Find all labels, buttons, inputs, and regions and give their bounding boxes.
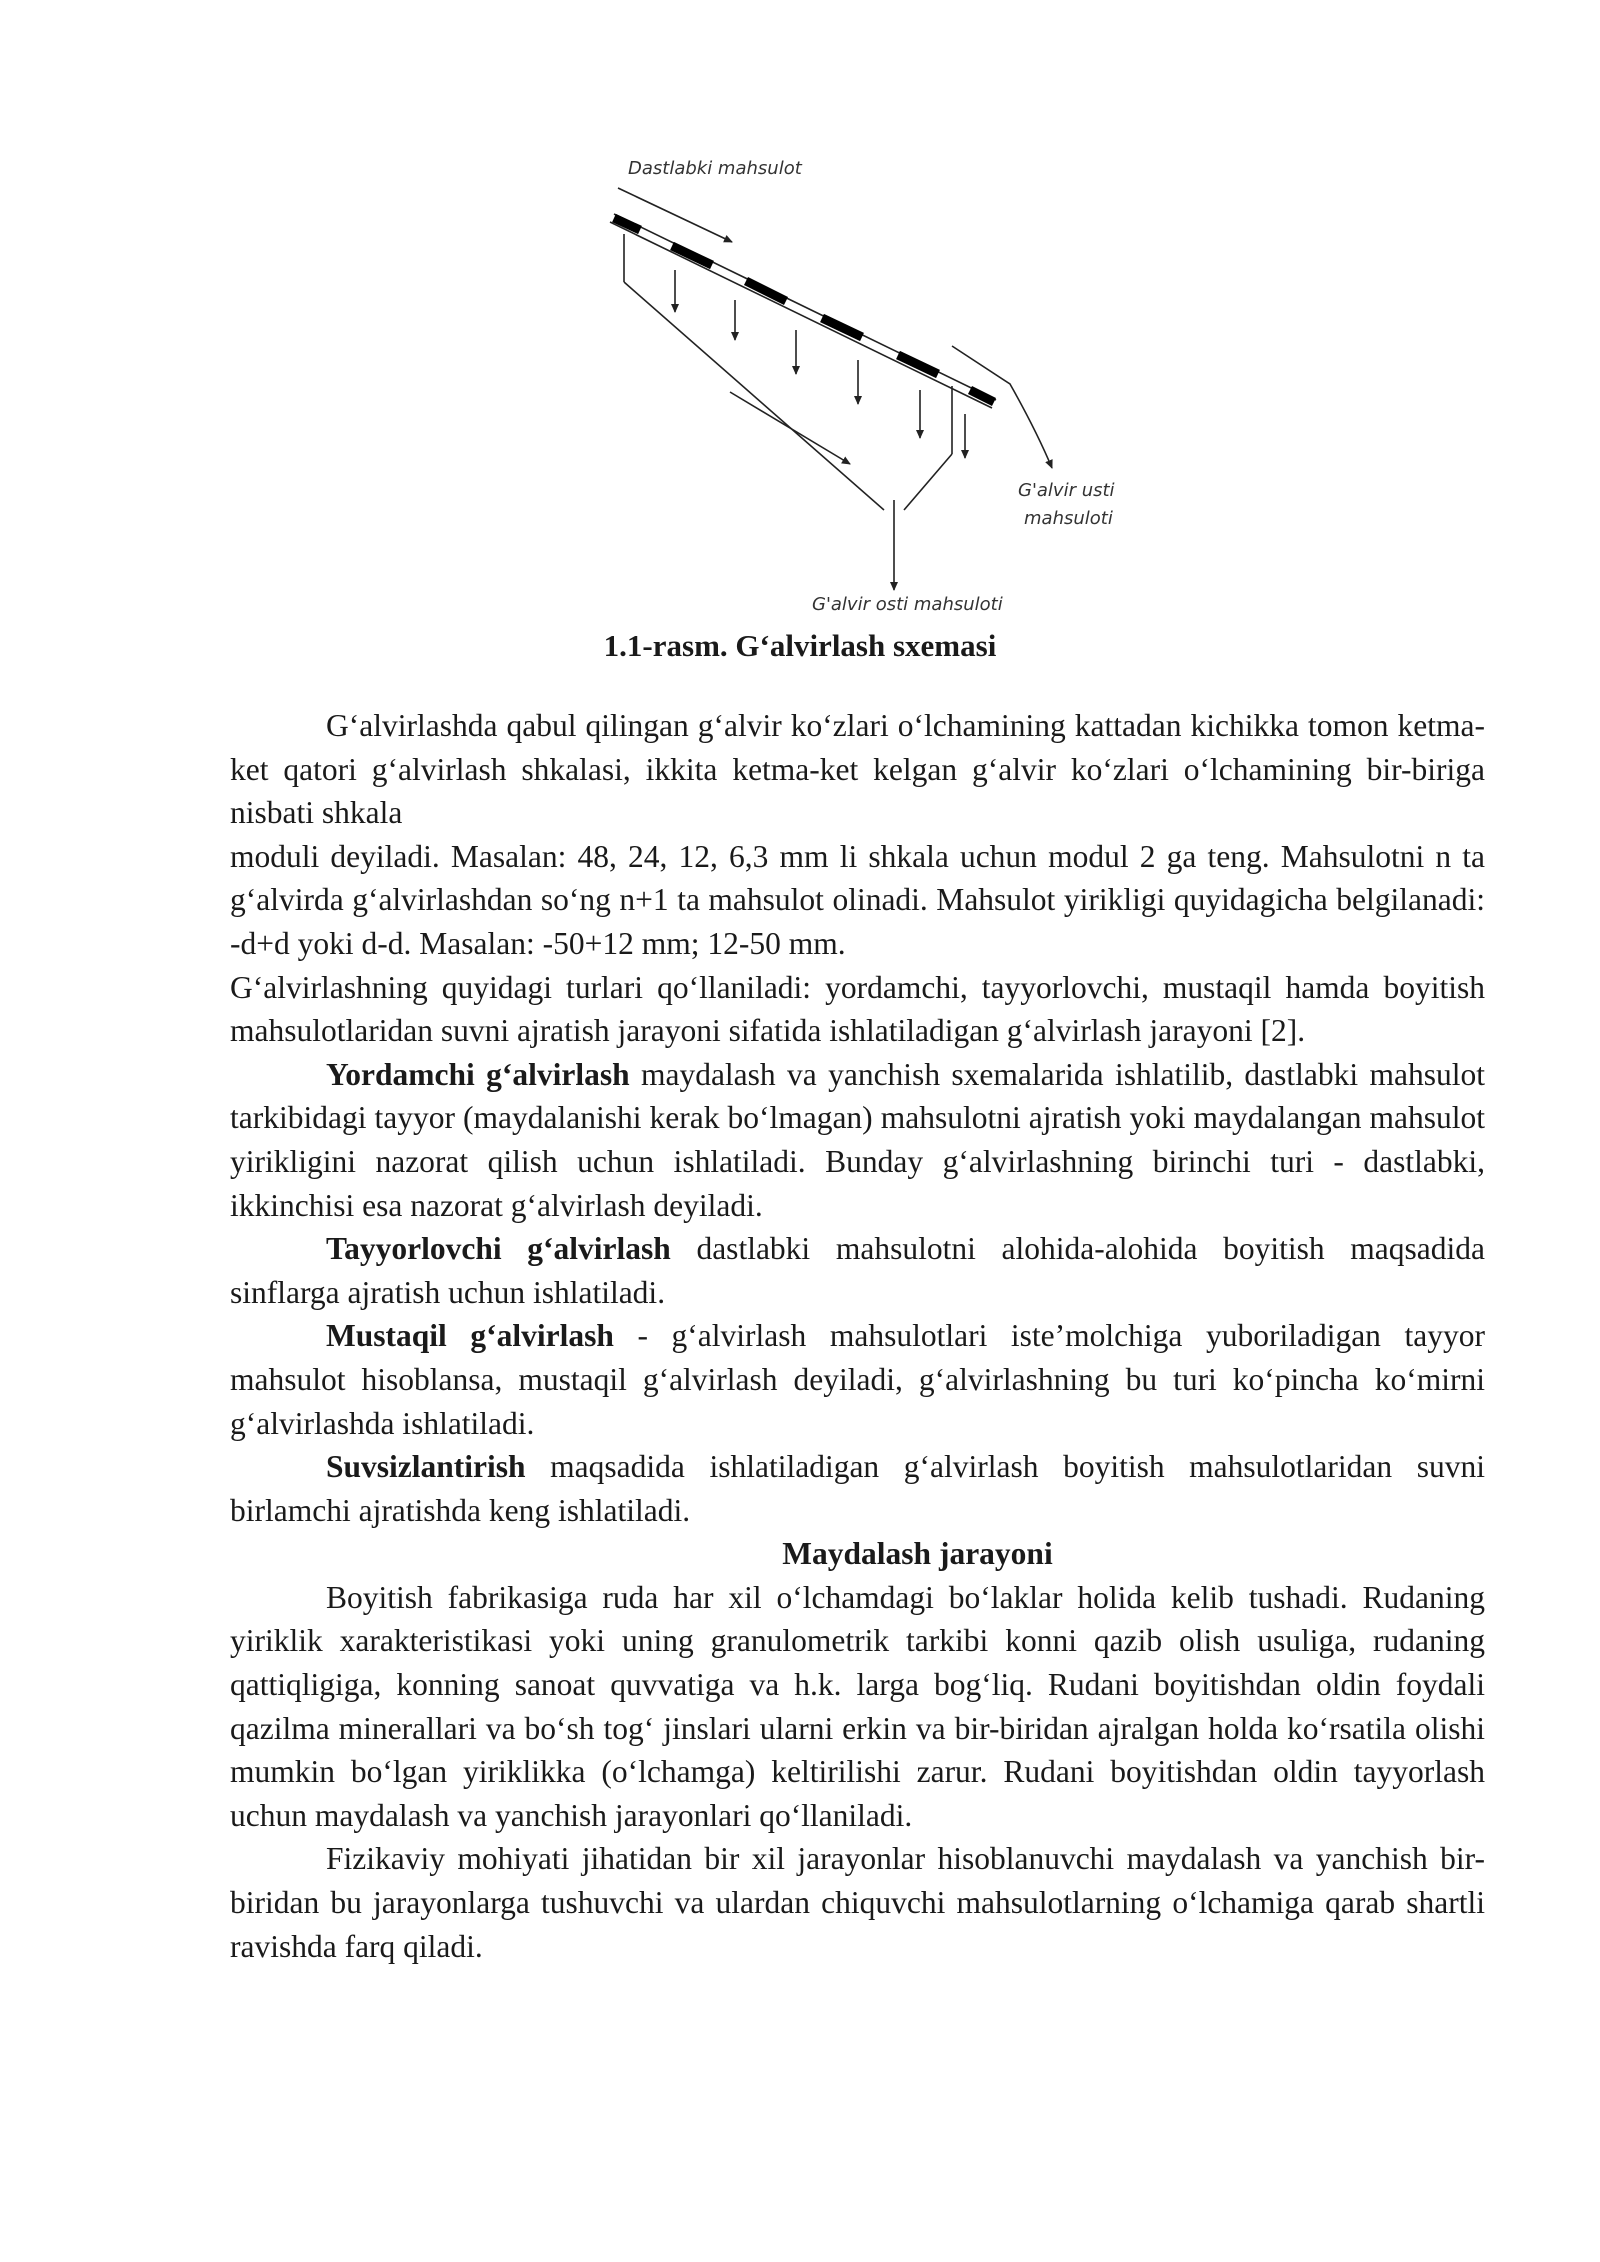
figure-caption: 1.1-rasm. G‘alvirlash sxemasi xyxy=(603,628,997,663)
paragraph: Boyitish fabrikasiga ruda har xil o‘lchamdagi bo‘laklar holida kelib tushadi. Rudaning yiriklik xarakteristikasi yoki uning granulometrik tarkibi konni qazib olish usuliga, rudaning qattiqligiga, konning sanoat quvvatiga va h.k. larga bog‘liq. Rudani boyitishdan oldin foydali qazilma minerallari va bo‘sh tog‘ jinslari ularni erkin va bir-biridan ajralgan holda ko‘rsatila olishi mumkin bo‘lgan yiriklikka (o‘lchamga) keltirilishi zarur. Rudani boyitishdan oldin tayyorlash uchun maydalash va yanchish jarayonlari qo‘llaniladi. xyxy=(230,1579,1485,1833)
term-definition: dastlabki mahsulotni alohida-alohida boyitish maqsadida sinflarga ajratish uchun ishlatiladi. xyxy=(230,1231,1485,1310)
screen-deck-bottom xyxy=(610,222,992,408)
screen-mesh-segments xyxy=(614,218,994,402)
term-definition: maqsadida ishlatiladigan g‘alvirlash boyitish mahsulotlaridan suvni birlamchi ajratishda keng ishlatiladi. xyxy=(230,1449,1485,1528)
paragraph xyxy=(230,1227,1485,1314)
hopper-right-slope xyxy=(904,454,952,510)
undersize-product-label: G'alvir osti mahsuloti xyxy=(812,594,1003,615)
term-bold: Yordamchi g‘alvirlash xyxy=(326,1056,630,1092)
oversize-product-label-line1: G'alvir usti xyxy=(1018,480,1115,501)
term-bold: Suvsizlantirish xyxy=(326,1449,526,1485)
term-bold: Tayyorlovchi g‘alvirlash xyxy=(326,1231,671,1267)
screening-scheme-drawing xyxy=(600,150,1160,630)
section-heading: Maydalash jarayoni xyxy=(782,1536,1053,1572)
paragraph: moduli deyiladi. Masalan: 48, 24, 12, 6,3 mm li shkala uchun modul 2 ga teng. Mahsulotni n ta g‘alvirda g‘alvirlashdan so‘ng n+1 ta mahsulot olinadi. Mahsulot yirikligi quyidagicha belgilanadi: -d+d yoki d-d. Masalan: -50+12 mm; 12-50 mm. xyxy=(230,838,1485,961)
term-definition: - g‘alvirlash mahsulotlari iste’molchiga yuboriladigan tayyor mahsulot hisoblansa, mustaqil g‘alvirlash deyiladi, g‘alvirlashning bu turi ko‘pincha ko‘mirni g‘alvirlashda ishlatiladi. xyxy=(230,1318,1485,1441)
input-product-label: Dastlabki mahsulot xyxy=(628,158,802,179)
paragraph: G‘alvirlashda qabul qilingan g‘alvir ko‘zlari o‘lchamining kattadan kichikka tomon ketma-ket qatori g‘alvirlash shkalasi, ikkita ketma-ket kelgan g‘alvir ko‘zlari o‘lchamining bir-biriga nisbati shkala xyxy=(230,708,1485,831)
body-text xyxy=(230,704,1485,1968)
oversize-arrow xyxy=(952,346,1052,468)
paragraph: G‘alvirlashning quyidagi turlari qo‘llaniladi: yordamchi, tayyorlovchi, mustaqil hamda boyitish mahsulotlaridan suvni ajratish jarayoni sifatida ishlatiladigan g‘alvirlash jarayoni [2]. xyxy=(230,969,1485,1049)
paragraph: Fizikaviy mohiyati jihatidan bir xil jarayonlar hisoblanuvchi maydalash va yanchish bir-biridan bu jarayonlarga tushuvchi va ulardan chiquvchi mahsulotlarning o‘lchamiga qarab shartli ravishda farq qiladi. xyxy=(230,1841,1485,1964)
paragraph xyxy=(230,1053,1485,1227)
paragraph xyxy=(230,1314,1485,1445)
hopper-left-slope xyxy=(624,282,884,510)
paragraph xyxy=(230,1445,1485,1532)
screening-diagram xyxy=(600,150,1160,630)
term-bold: Mustaqil g‘alvirlash xyxy=(326,1318,614,1354)
term-definition: maydalash va yanchish sxemalarida ishlatilib, dastlabki mahsulot tarkibidagi tayyor (maydalanishi kerak bo‘lmagan) mahsulotni ajratish yoki maydalangan mahsulot yirikligini nazorat qilish uchun ishlatiladi. Bunday g‘alvirlashning birinchi turi - dastlabki, ikkinchisi esa nazorat g‘alvirlash deyiladi. xyxy=(230,1056,1485,1223)
oversize-product-label-line2: mahsuloti xyxy=(1024,508,1113,529)
